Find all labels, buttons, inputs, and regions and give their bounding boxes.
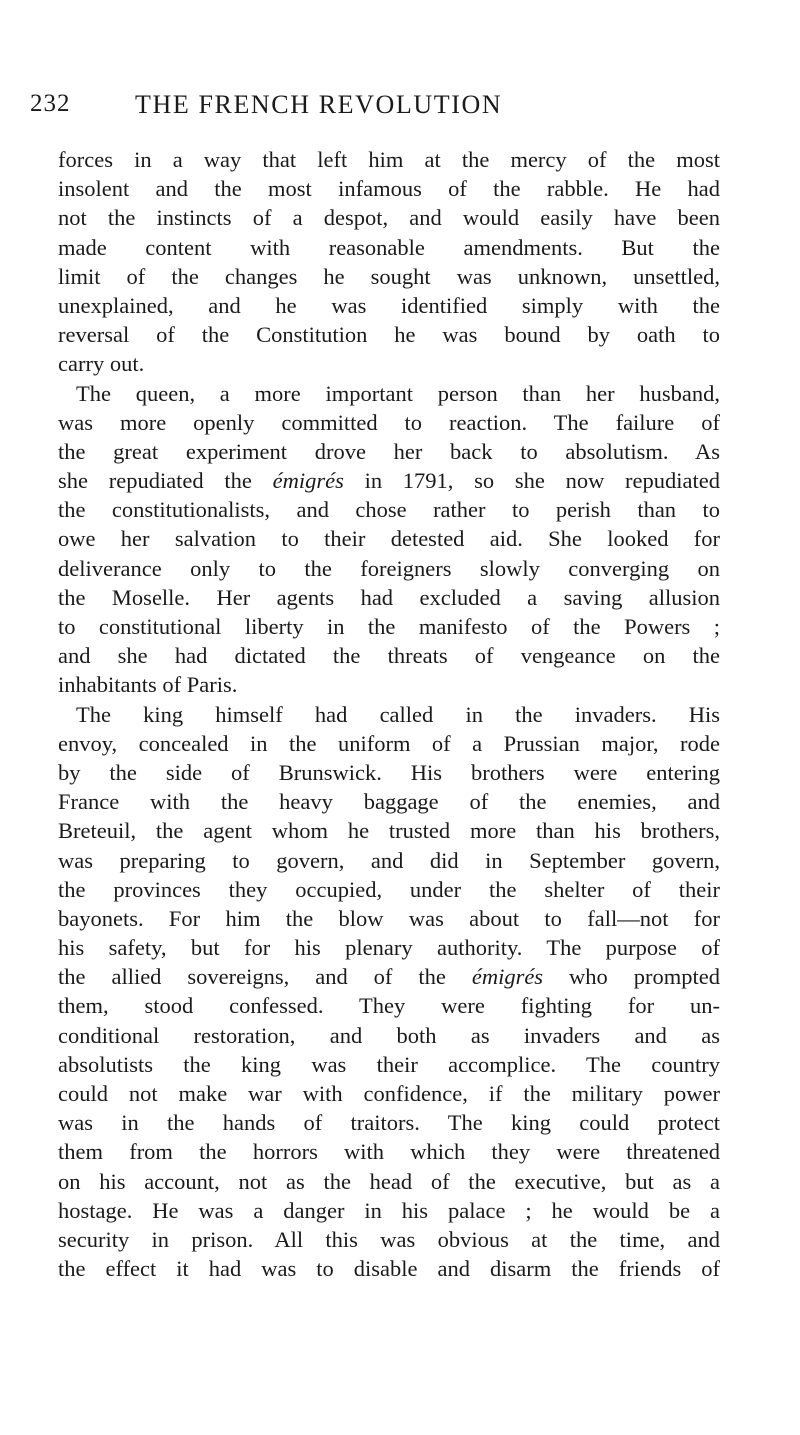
text-segment: who prompted [543,964,720,990]
text-segment: forces in a way that left him at the mercy of the most [58,147,720,172]
text-segment: them, stood confessed. They were fighting for un- [58,993,720,1019]
text-segment: conditional restoration, and both as invaders and as [58,1022,720,1048]
text-segment: inhabitants of Paris. [58,672,238,698]
text-line [58,846,720,875]
text-line [58,583,720,612]
text-line [58,1137,720,1166]
text-line [58,962,720,991]
text-segment: the provinces they occupied, under the shelter of their [58,876,720,902]
text-line [58,1079,720,1108]
text-segment: the effect it had was to disable and disarm the friends of [58,1256,720,1282]
italic-term: émigrés [471,964,544,990]
text-segment: by the side of Brunswick. His brothers were entering [58,759,720,785]
text-segment: the Moselle. Her agents had excluded a saving allusion [58,584,720,610]
text-line [58,1050,720,1079]
text-segment: to constitutional liberty in the manifesto of the Powers ; [58,614,720,639]
text-segment: absolutists the king was their accomplice. The country [58,1051,720,1077]
running-title: THE FRENCH REVOLUTION [135,90,503,119]
text-segment: hostage. He was a danger in his palace ; he would be a [58,1197,720,1223]
text-segment: deliverance only to the foreigners slowly converging on [58,555,720,581]
text-line [58,203,720,232]
running-header [30,90,730,126]
text-segment: was in the hands of traitors. The king could protect [58,1110,720,1136]
text-line [58,787,720,816]
text-segment: The queen, a more important person than her husband, [76,380,720,406]
text-line [58,816,720,845]
text-segment: bayonets. For him the blow was about to fall—not for [58,905,720,931]
text-segment: Breteuil, the agent whom he trusted more than his brothers, [58,818,720,844]
text-line [58,1196,720,1225]
text-line [58,262,720,291]
text-segment: The king himself had called in the invaders. His [76,701,720,727]
text-line [58,1225,720,1254]
text-line [58,1108,720,1137]
text-segment: and she had dictated the threats of vengeance on the [58,643,720,669]
text-segment: envoy, concealed in the uniform of a Prussian major, rode [58,730,720,756]
page-number: 232 [30,90,71,117]
text-line [58,933,720,962]
text-segment: she repudiated the [58,468,273,494]
text-line [58,904,720,933]
text-line [58,875,720,904]
text-line [58,554,720,583]
text-line [58,670,720,699]
text-segment: not the instincts of a despot, and would easily have been [58,205,720,231]
text-segment: insolent and the most infamous of the rabble. He had [58,176,720,202]
text-line [58,174,720,203]
text-line [58,145,720,174]
text-segment: security in prison. All this was obvious at the time, and [58,1226,720,1252]
text-segment: limit of the changes he sought was unknown, unsettled, [58,263,720,289]
text-segment: France with the heavy baggage of the enemies, and [58,789,720,815]
text-line [58,641,720,670]
text-segment: in 1791, so she now repudiated [343,468,720,494]
text-line [58,612,720,641]
text-segment: on his account, not as the head of the executive, but as a [58,1168,720,1194]
text-segment: unexplained, and he was identified simply with the [58,292,720,318]
body-text [58,145,720,1283]
text-segment: was more openly committed to reaction. The failure of [58,409,720,435]
text-line [58,524,720,553]
text-segment: could not make war with confidence, if the military power [58,1081,720,1106]
text-segment: the great experiment drove her back to absolutism. As [58,438,720,464]
text-segment: the constitutionalists, and chose rather to perish than to [58,497,720,523]
text-line [58,379,720,408]
text-line [58,758,720,787]
text-segment: them from the horrors with which they were threatened [58,1139,720,1165]
text-segment: carry out. [58,351,145,377]
italic-term: émigrés [272,468,344,494]
text-line [58,1254,720,1283]
text-segment: made content with reasonable amendments. But the [58,234,720,260]
text-line [58,729,720,758]
text-line [58,437,720,466]
text-line [58,1021,720,1050]
text-segment: was preparing to govern, and did in September govern, [58,847,720,873]
text-line [58,408,720,437]
text-line [58,291,720,320]
text-segment: owe her salvation to their detested aid. She looked for [58,526,720,552]
text-line [58,991,720,1020]
text-line [58,349,720,378]
text-line [58,466,720,495]
text-segment: his safety, but for his plenary authority. The purpose of [58,935,720,961]
text-segment: the allied sovereigns, and of the [58,964,472,990]
text-line [58,233,720,262]
text-line [58,1167,720,1196]
text-segment: reversal of the Constitution he was bound by oath to [58,322,720,348]
text-line [58,700,720,729]
text-line [58,495,720,524]
text-line [58,320,720,349]
